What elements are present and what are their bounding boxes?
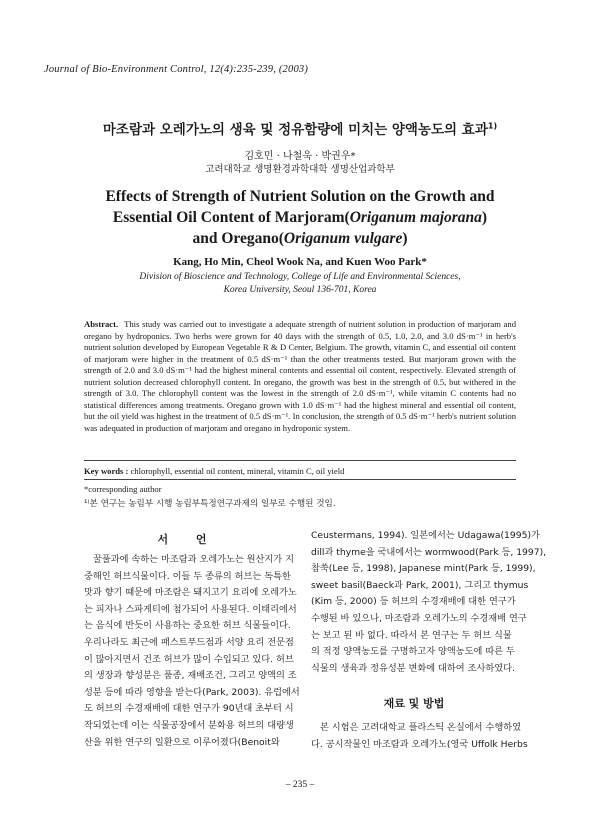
- intro-line: 의 생장과 향성분은 품종, 재배조건, 그리고 양액의 조: [84, 670, 297, 682]
- intro-line: 꿀풀과에 속하는 마조람과 오레가노는 원산지가 지: [93, 554, 294, 565]
- intro-line: 성분 등에 따라 영향을 받는다(Park, 2003). 유럽에서: [84, 686, 300, 698]
- intro-line: 는 음식에 반듯이 사용하는 중요한 허브 식물들이다.: [84, 620, 291, 632]
- intro-line: 도 허브의 수경재배에 대한 연구가 90년대 초부터 시: [84, 703, 294, 715]
- keywords-label: Key words :: [84, 466, 129, 476]
- intro-cont-line: (Kim 등, 2000) 등 허브의 수경재배에 대한 연구가: [311, 596, 516, 608]
- intro-cont-line: dill과 thyme을 국내에서는 wormwood(Park 등, 1997),: [311, 546, 547, 558]
- keywords: [84, 466, 516, 476]
- intro-line: 는 피자나 스파게티에 첨가되어 사용된다. 이태리에서: [84, 603, 297, 615]
- english-title-line-2c: ): [481, 209, 488, 226]
- footnote-corresponding-author: *corresponding author: [84, 484, 162, 494]
- intro-cont-line: Ceustermans, 1994). 일본에서는 Udagawa(1995)가: [311, 530, 540, 541]
- korean-title-footnote-mark: 1): [487, 121, 498, 131]
- english-affiliation: [0, 271, 600, 297]
- abstract-label: Abstract.: [84, 319, 119, 329]
- english-title-line-2: [40, 207, 560, 228]
- introduction-body-continued: [311, 528, 547, 677]
- keywords-bottom-rule: [84, 479, 516, 480]
- intro-line: 중해인 허브식물이다. 이들 두 종류의 허브는 독특한: [84, 570, 291, 582]
- methods-heading: 재료 및 방법: [383, 697, 445, 710]
- english-title-line-1: Effects of Strength of Nutrient Solution on the Growth and: [105, 188, 495, 205]
- english-affiliation-line-1: Division of Bioscience and Technology, College of Life and Environmental Sciences,: [139, 272, 461, 282]
- intro-cont-line: 는 보고 된 바 없다. 따라서 본 연구는 두 허브 식물: [311, 629, 512, 641]
- introduction-body: [84, 552, 300, 751]
- english-affiliation-line-2: Korea University, Seoul 136-701, Korea: [223, 285, 377, 295]
- abstract-text: This study was carried out to investigate a adequate strength of nutrient solution in production of marjoram and oregano by hydroponics. Two herbs were grown for 40 days with the strength of 0.5, 1.0, 2.0, and 3.0 dS·m⁻¹ in herb's nutrient solution developed by European Vegetable R & D Center, Belgium. The growth, vitamin C, and essential oil content of marjoram were higher in the treatment of 0.5 dS·m⁻¹ than the other treatments tested. But marjoram grown with the strength of 2.0 and 3.0 dS·m⁻¹ had the highest mineral contents and essential oil content, respectively. Elevated strength of nutrient solution decreased chlorophyll content. In oregano, the growth was best in the strength of 0.5, but withered in the strength of 3.0. The chlorophyll content was the lowest in the strength of 2.0 dS·m⁻¹, while vitamin C contents had no statistical differences among treatments. Oregano grown with 1.0 dS·m⁻¹ had the highest mineral and essential oil content, but the oil yield was highest in the treatment of 0.5 dS·m⁻¹. In conclusion, the strength of 0.5 dS·m⁻¹ herb's nutrient solution was adequated in production of marjoram and oregano in hydroponic system.: [84, 319, 516, 433]
- keywords-text: chlorophyll, essential oil content, mineral, vitamin C, oil yield: [130, 466, 345, 476]
- english-title-line-3c: ): [402, 230, 408, 247]
- marjoram-scientific-name: Origanum majorana: [349, 209, 482, 226]
- methods-body: [311, 720, 528, 753]
- intro-line: 이 많아지면서 건조 허브가 많이 수입되고 있다. 허브: [84, 653, 294, 665]
- intro-cont-line: 의 적정 양액농도를 구명하고자 양액농도에 따른 두: [311, 646, 515, 658]
- methods-line: 다. 공시작물인 마조람과 오레가노(영국 Uffolk Herbs: [311, 738, 528, 750]
- introduction-heading: 서 언: [157, 533, 219, 546]
- oregano-scientific-name: Origanum vulgare: [283, 230, 403, 247]
- intro-cont-line: 참쑥(Lee 등, 1998), Japanese mint(Park 등, 1999),: [311, 563, 536, 575]
- english-title: [40, 186, 560, 249]
- keywords-top-rule: [84, 460, 516, 461]
- intro-cont-line: 수행된 바 있으나, 마조람과 오레가노의 수경재배 연구: [311, 612, 527, 624]
- intro-line: 산을 위한 연구의 일환으로 이루어졌다(Benoit와: [84, 736, 280, 748]
- intro-line: 작되었는데 이는 식물공장에서 분화용 허브의 대량생: [84, 719, 294, 731]
- intro-cont-line: sweet basil(Baeck과 Park, 2001), 그리고 thymus: [311, 579, 529, 591]
- journal-citation: Journal of Bio-Environment Control, 12(4):235-239, (2003): [44, 64, 309, 75]
- abstract: [84, 319, 516, 434]
- english-title-line-2a: Essential Oil Content of Marjoram(: [112, 209, 350, 226]
- intro-line: 맛과 향기 때문에 마조람은 돼지고기 요리에 오레가노: [84, 587, 297, 599]
- english-title-line-3: [40, 228, 560, 249]
- korean-authors: 김호민 · 나철욱 · 박권우*: [244, 151, 356, 162]
- english-title-line-3a: and Oregano(: [192, 230, 284, 247]
- intro-line: 우리나라도 최근에 패스트푸드점과 서양 요리 전문점: [84, 636, 294, 648]
- methods-line: 본 시험은 고려대학교 플라스틱 온실에서 수행하였: [320, 722, 521, 733]
- english-authors: Kang, Ho Min, Cheol Wook Na, and Kuen Woo Park*: [173, 256, 427, 268]
- footnote-funding: ¹⁾본 연구는 농림부 시행 농림부특정연구과제의 일부로 수행된 것임.: [84, 499, 336, 509]
- page-number: – 235 –: [285, 780, 315, 790]
- korean-affiliation: 고려대학교 생명환경과학대학 생명산업과학부: [205, 164, 395, 175]
- korean-title-text: 마조람과 오레가노의 생육 및 정유함량에 미치는 양액농도의 효과: [102, 122, 488, 138]
- korean-title: [0, 118, 600, 138]
- intro-cont-line: 식물의 생육과 정유성분 변화에 대하여 조사하였다.: [311, 662, 515, 674]
